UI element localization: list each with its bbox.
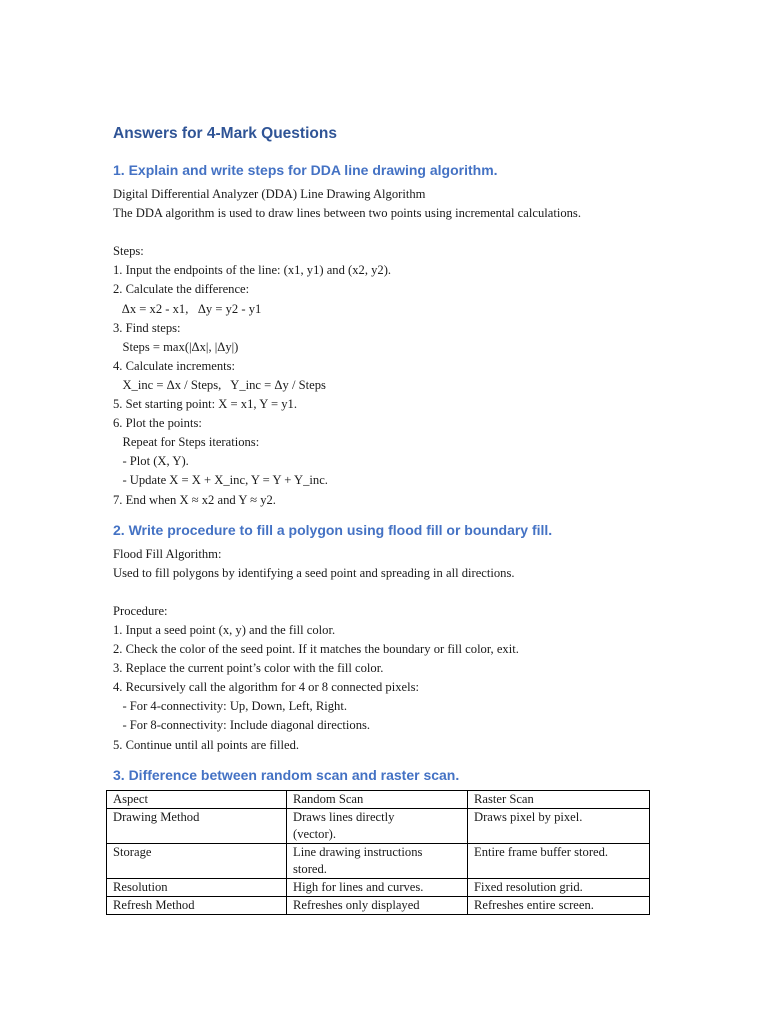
table-row — [107, 843, 650, 878]
document-page — [113, 124, 658, 915]
document-title: Answers for 4-Mark Questions — [113, 125, 337, 142]
section-gap — [113, 510, 658, 520]
table-cell: Draws lines directly (vector). — [287, 808, 468, 843]
body-line: 6. Plot the points: — [113, 416, 202, 431]
table-cell: Storage — [107, 843, 287, 878]
body-line: Steps: — [113, 244, 144, 259]
blank-line — [113, 223, 658, 242]
body-line: Repeat for Steps iterations: — [113, 435, 260, 450]
table-header-row — [107, 790, 650, 808]
section-gap — [113, 755, 658, 765]
table-header-cell: Aspect — [107, 790, 287, 808]
body-line: - For 8-connectivity: Include diagonal directions. — [113, 718, 371, 733]
table-cell: Refresh Method — [107, 896, 287, 914]
body-line: Used to fill polygons by identifying a seed point and spreading in all directions. — [113, 565, 515, 580]
body-line: 4. Recursively call the algorithm for 4 or 8 connected pixels: — [113, 680, 420, 695]
section-flood-fill — [113, 520, 658, 755]
body-line: Steps = max(|Δx|, |Δy|) — [113, 339, 239, 354]
body-line: 2. Calculate the difference: — [113, 282, 250, 297]
blank-line — [113, 583, 658, 602]
body-line: X_inc = Δx / Steps, Y_inc = Δy / Steps — [113, 377, 326, 392]
table-header-cell: Raster Scan — [468, 790, 650, 808]
table-cell: Drawing Method — [107, 808, 287, 843]
body-line: 3. Find steps: — [113, 320, 181, 335]
section-scan-comparison — [113, 765, 658, 915]
table-header-cell: Random Scan — [287, 790, 468, 808]
table-cell: Entire frame buffer stored. — [468, 843, 650, 878]
body-line: Procedure: — [113, 603, 168, 618]
body-line: 2. Check the color of the seed point. If it matches the boundary or fill color, exit. — [113, 642, 519, 657]
table-cell: Fixed resolution grid. — [468, 878, 650, 896]
table-cell: Resolution — [107, 878, 287, 896]
table-cell: Draws pixel by pixel. — [468, 808, 650, 843]
body-line: Δx = x2 - x1, Δy = y2 - y1 — [113, 301, 262, 316]
table-cell: High for lines and curves. — [287, 878, 468, 896]
body-line: 1. Input the endpoints of the line: (x1, y1) and (x2, y2). — [113, 263, 392, 278]
section-heading: 2. Write procedure to fill a polygon using flood fill or boundary fill. — [113, 521, 553, 538]
section-heading: 3. Difference between random scan and raster scan. — [113, 766, 460, 783]
body-line: - For 4-connectivity: Up, Down, Left, Right. — [113, 699, 347, 714]
body-line: - Update X = X + X_inc, Y = Y + Y_inc. — [113, 473, 328, 488]
section-body — [113, 185, 658, 510]
body-line: 5. Continue until all points are filled. — [113, 737, 300, 752]
section-dda — [113, 160, 658, 510]
body-line: 4. Calculate increments: — [113, 358, 236, 373]
table-cell: Refreshes only displayed — [287, 896, 468, 914]
body-line: 3. Replace the current point’s color with the fill color. — [113, 661, 384, 676]
table-cell: Line drawing instructions stored. — [287, 843, 468, 878]
table-cell: Refreshes entire screen. — [468, 896, 650, 914]
table-row — [107, 808, 650, 843]
body-line: Digital Differential Analyzer (DDA) Line Drawing Algorithm — [113, 187, 426, 201]
section-body — [113, 545, 658, 755]
table-row — [107, 878, 650, 896]
body-line: The DDA algorithm is used to draw lines between two points using incremental calculations. — [113, 206, 581, 221]
body-line: 5. Set starting point: X = x1, Y = y1. — [113, 397, 297, 412]
body-line: 7. End when X ≈ x2 and Y ≈ y2. — [113, 492, 276, 507]
body-line: 1. Input a seed point (x, y) and the fill color. — [113, 622, 336, 637]
section-heading: 1. Explain and write steps for DDA line drawing algorithm. — [113, 162, 498, 178]
body-line: - Plot (X, Y). — [113, 454, 189, 469]
body-line: Flood Fill Algorithm: — [113, 546, 222, 561]
table-row — [107, 896, 650, 914]
comparison-table — [106, 790, 650, 915]
